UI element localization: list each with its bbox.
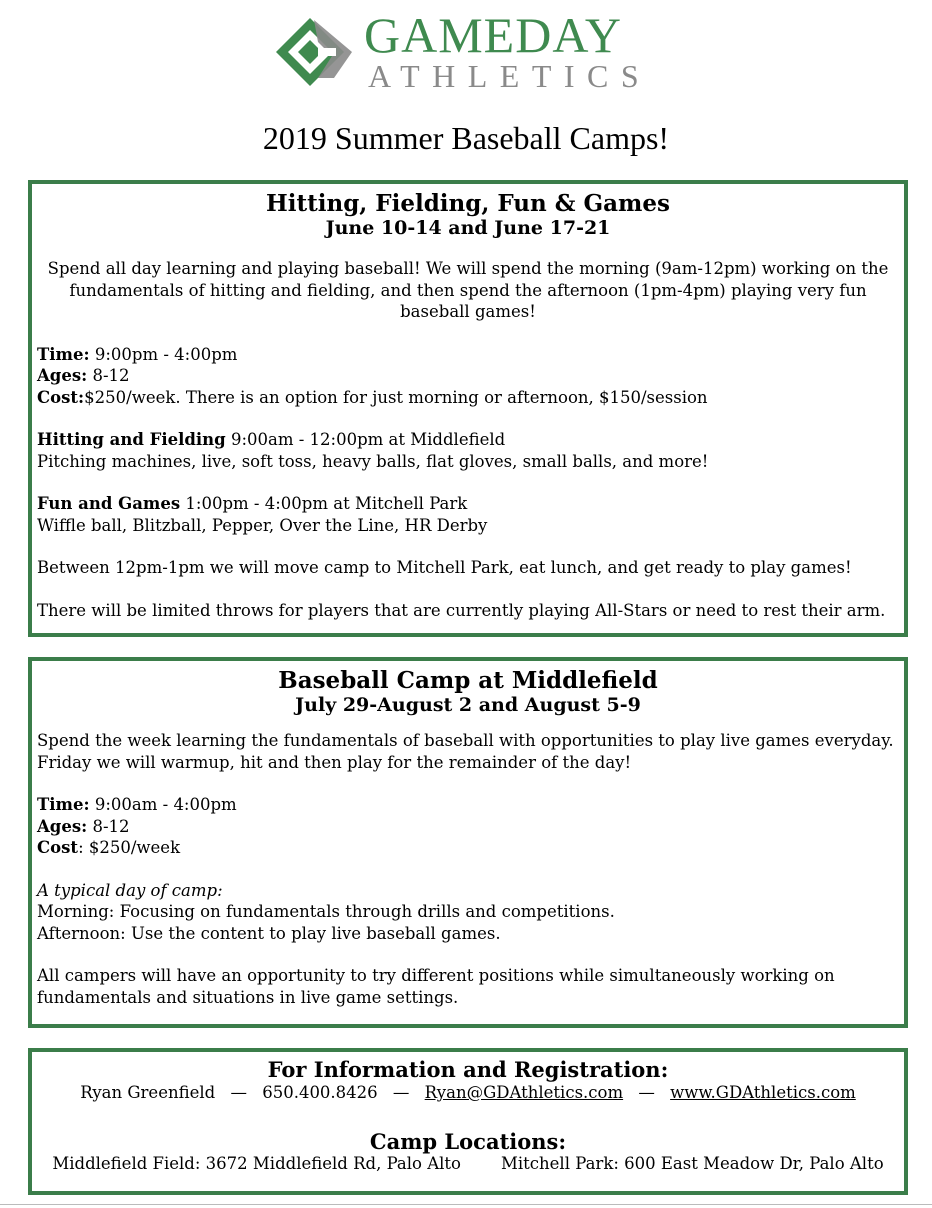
camp1-fun-games bbox=[37, 493, 899, 536]
camp2-time-value: 9:00am - 4:00pm bbox=[89, 795, 237, 814]
info-heading: For Information and Registration: bbox=[267, 1057, 669, 1082]
camp2-closing: All campers will have an opportunity to try different positions while simultaneously working on fundamentals and situations in live game settings. bbox=[37, 966, 835, 1007]
camp1-hf-label: Hitting and Fielding bbox=[37, 430, 226, 449]
camp2-cost-label: Cost bbox=[37, 838, 79, 857]
location-mitchell-park: Mitchell Park: 600 East Meadow Dr, Palo Alto bbox=[501, 1154, 884, 1173]
locations-heading: Camp Locations: bbox=[369, 1129, 567, 1154]
camp2-title: Baseball Camp at Middlefield bbox=[278, 667, 658, 694]
camp2-time-label: Time: bbox=[37, 795, 90, 814]
camp1-hf-desc: Pitching machines, live, soft toss, heavy balls, flat gloves, small balls, and more! bbox=[37, 451, 709, 471]
camp2-cost-value: : $250/week bbox=[78, 838, 181, 857]
contact-separator: — bbox=[638, 1083, 655, 1102]
camp2-box bbox=[28, 657, 908, 1028]
contact-line bbox=[37, 1082, 899, 1103]
camp1-hf-value: 9:00am - 12:00pm at Middlefield bbox=[225, 430, 506, 449]
camp1-fg-label: Fun and Games bbox=[37, 494, 181, 513]
website-link[interactable]: www.GDAthletics.com bbox=[670, 1083, 856, 1102]
camp2-ages-label: Ages: bbox=[37, 816, 88, 836]
page-title: 2019 Summer Baseball Camps! bbox=[262, 120, 670, 156]
camp1-lunch: Between 12pm-1pm we will move camp to Mitchell Park, eat lunch, and get ready to play games! bbox=[37, 558, 852, 577]
contact-separator: — bbox=[392, 1083, 410, 1102]
location-middlefield: Middlefield Field: 3672 Middlefield Rd, Palo Alto bbox=[52, 1154, 461, 1173]
brand-name-top: GAMEDAY bbox=[364, 7, 622, 63]
camp1-time-label: Time: bbox=[37, 344, 90, 364]
camp2-afternoon: Afternoon: Use the content to play live baseball games. bbox=[37, 923, 501, 943]
locations-line bbox=[37, 1154, 899, 1173]
camp2-ages-value: 8-12 bbox=[87, 816, 130, 836]
contact-separator: — bbox=[230, 1083, 247, 1102]
camp1-ages-label: Ages: bbox=[37, 366, 88, 385]
gameday-logo bbox=[274, 7, 674, 94]
camp1-intro: Spend all day learning and playing baseball! We will spend the morning (9am-12pm) working on the fundamentals of hitting and fielding, and then spend the afternoon (1pm-4pm) playing very fun baseball games! bbox=[47, 259, 889, 321]
camp1-title: Hitting, Fielding, Fun & Games bbox=[266, 190, 670, 217]
contact-email-link[interactable]: Ryan@GDAthletics.com bbox=[424, 1083, 624, 1102]
camp1-time-value: 9:00pm - 4:00pm bbox=[89, 344, 238, 364]
camp1-cost-label: Cost: bbox=[37, 387, 85, 407]
brand-name-bottom: ATHLETICS bbox=[368, 58, 652, 94]
camp2-intro: Spend the week learning the fundamentals of baseball with opportunities to play live games everyday. Friday we will warmup, hit and then play for the remainder of the day! bbox=[37, 731, 894, 772]
camp1-dates: June 10-14 and June 17-21 bbox=[325, 217, 611, 239]
camp1-cost-value: $250/week. There is an option for just morning or afternoon, $150/session bbox=[84, 387, 708, 407]
gameday-monogram-icon bbox=[274, 16, 356, 88]
camp2-dates: July 29-August 2 and August 5-9 bbox=[295, 694, 641, 716]
camp1-fg-desc: Wiffle ball, Blitzball, Pepper, Over the Line, HR Derby bbox=[37, 515, 488, 535]
camp1-details bbox=[37, 344, 899, 409]
camp2-morning: Morning: Focusing on fundamentals through drills and competitions. bbox=[37, 902, 615, 921]
camp1-hitting-fielding bbox=[37, 429, 899, 472]
camp2-details bbox=[37, 794, 899, 859]
page-bottom-divider bbox=[0, 1204, 932, 1205]
camp1-throws: There will be limited throws for players that are currently playing All-Stars or need to rest their arm. bbox=[37, 600, 886, 620]
camp1-fg-value: 1:00pm - 4:00pm at Mitchell Park bbox=[180, 494, 468, 513]
camp2-typical-day bbox=[37, 880, 899, 945]
camp2-typical-heading: A typical day of camp: bbox=[37, 880, 223, 900]
camp1-box bbox=[28, 180, 908, 637]
info-box bbox=[28, 1048, 908, 1195]
contact-name: Ryan Greenfield bbox=[80, 1083, 216, 1102]
camp1-ages-value: 8-12 bbox=[87, 366, 130, 385]
contact-phone: 650.400.8426 bbox=[262, 1083, 378, 1102]
